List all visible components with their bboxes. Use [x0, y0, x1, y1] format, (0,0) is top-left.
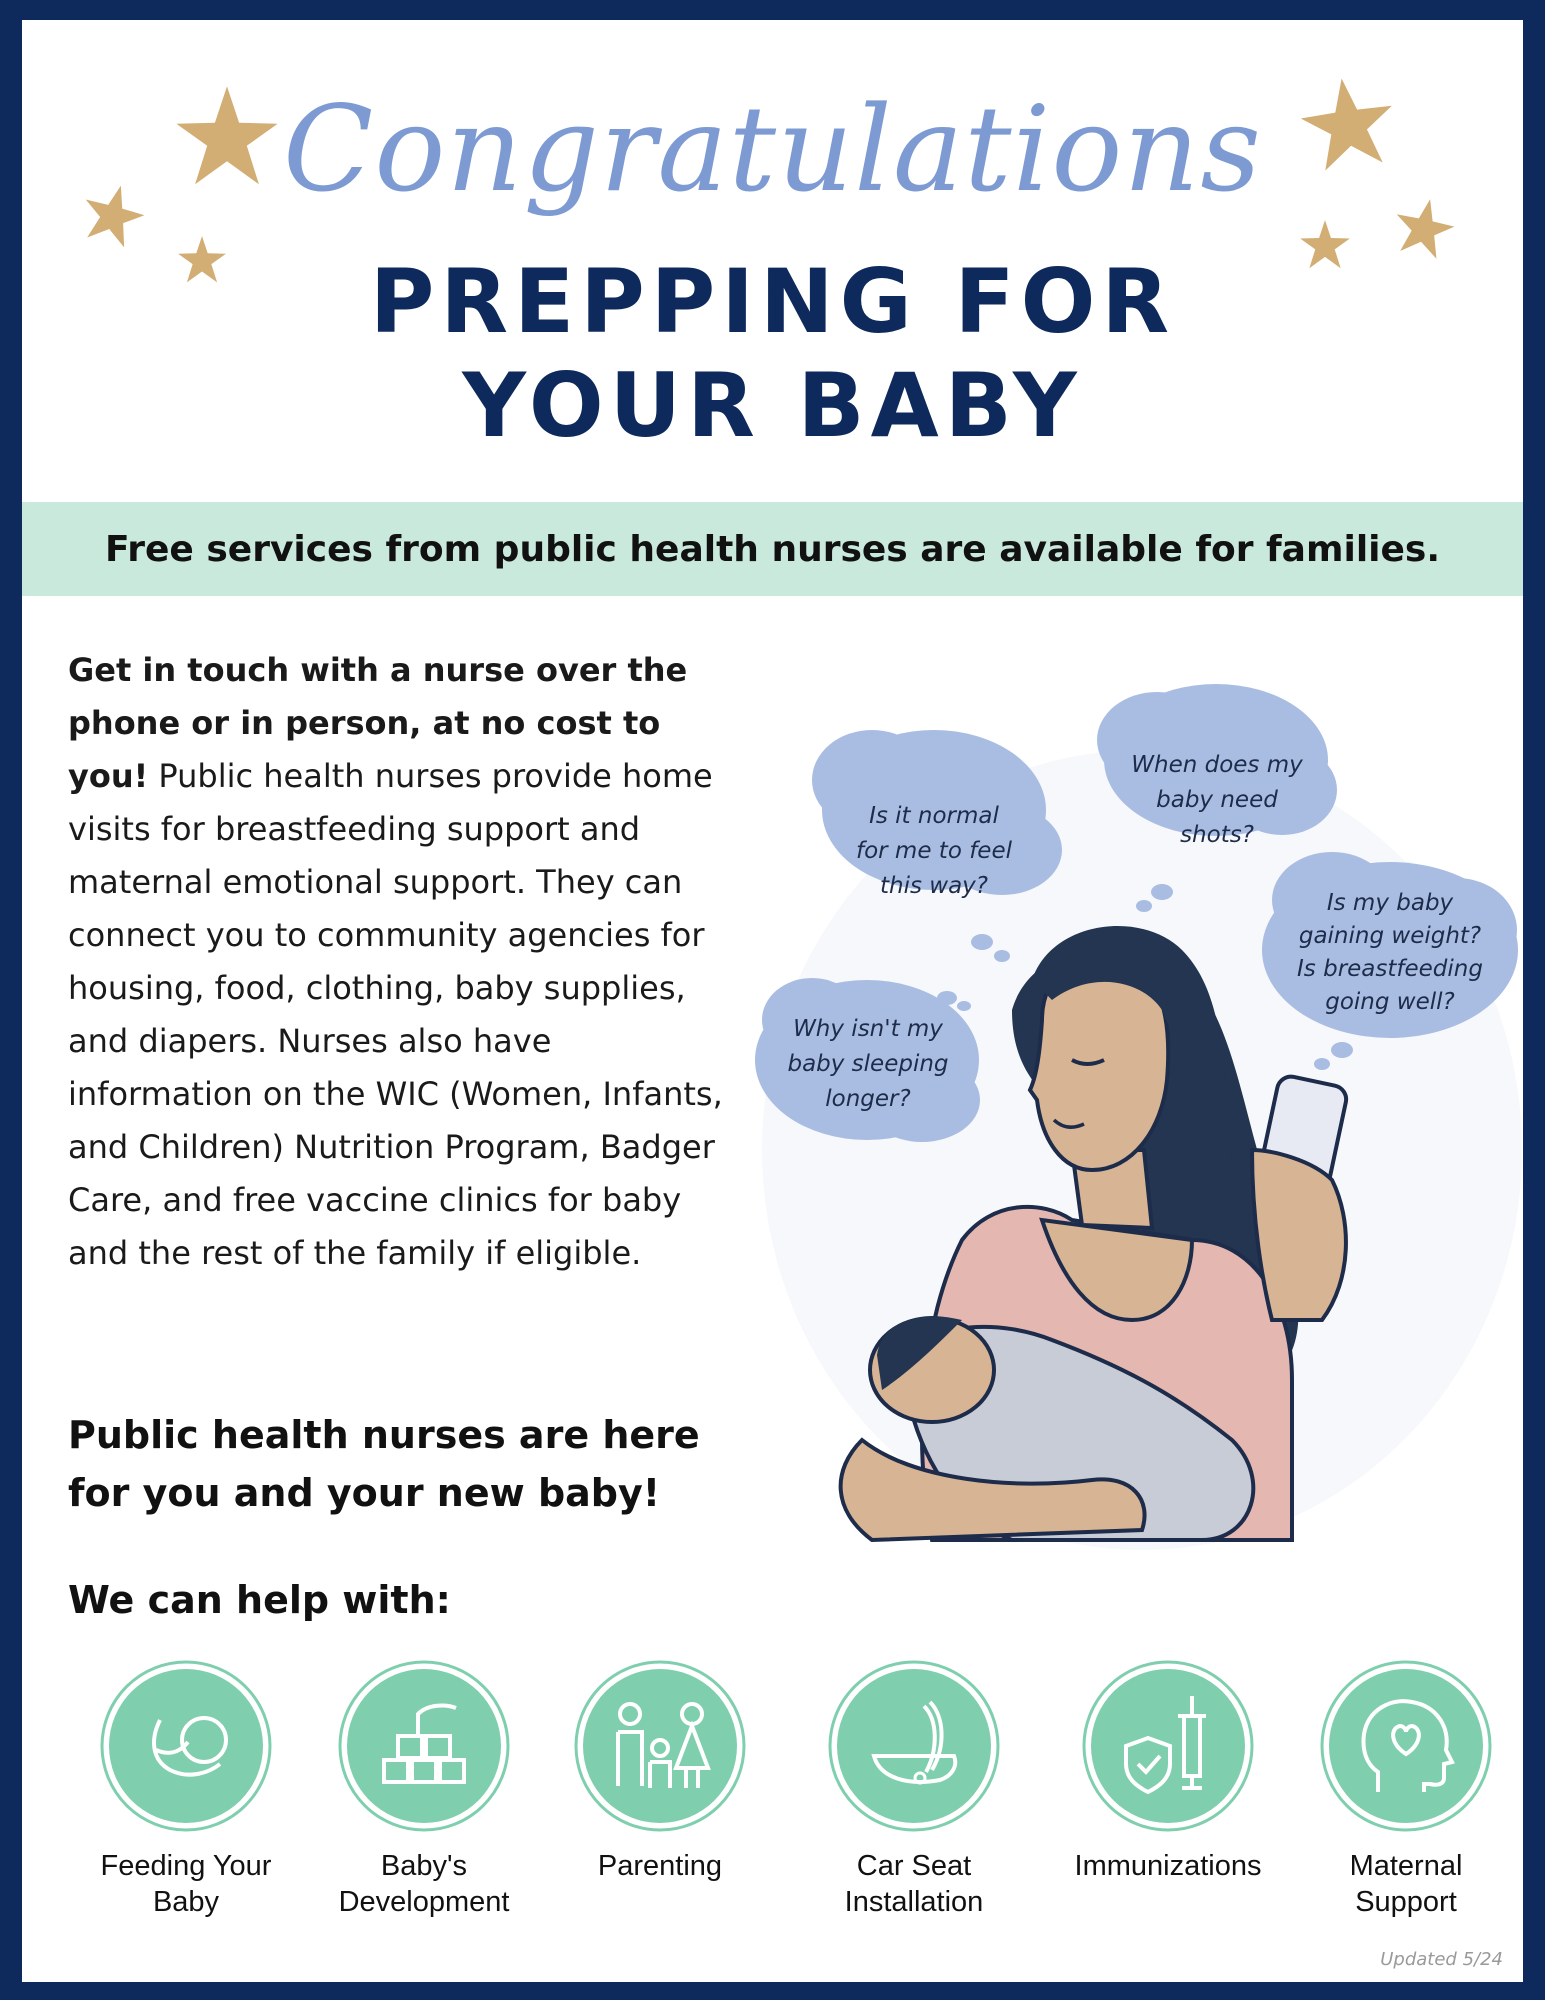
title-line-2: YOUR BABY: [462, 354, 1083, 457]
service-label-line-2: Installation: [844, 1886, 984, 1918]
thought-4-line-1: Why isn't my: [793, 1016, 943, 1042]
service-label-line-1: Parenting: [597, 1850, 723, 1882]
help-heading: We can help with:: [68, 1578, 451, 1622]
flyer-page: [22, 20, 1523, 1982]
intro-text: Public health nurses provide home visits for breastfeeding support and maternal emotional support. They can connect you to community agencies for housing, food, clothing, baby supplies, and diapers. Nurses also have information on the WIC (Women, Infants, and Children) Nutrition Program, Badger Care, and free vaccine clinics for baby and the rest of the family if eligible.: [68, 757, 723, 1272]
service-immunizations: [1058, 1660, 1278, 1884]
thought-2-line-3: shots?: [1180, 822, 1254, 848]
service-label: [550, 1848, 770, 1884]
thought-4-line-3: longer?: [825, 1086, 911, 1112]
thought-2-line-1: When does my: [1131, 752, 1303, 778]
services-banner: [22, 502, 1523, 596]
service-label-line-1: Baby's: [380, 1850, 468, 1882]
thought-3-line-3: Is breastfeeding: [1297, 956, 1483, 982]
service-label-line-1: Maternal: [1349, 1850, 1463, 1882]
intro-bold: Get in touch with a nurse over the phone or in person, at no cost to you!: [68, 651, 688, 795]
service-label: [1058, 1848, 1278, 1884]
congratulations-title: Congratulations: [283, 80, 1262, 218]
service-label-line-2: Baby: [152, 1886, 220, 1918]
service-feeding: [76, 1660, 296, 1920]
service-label: [314, 1848, 534, 1920]
car-seat-icon: [828, 1660, 1000, 1832]
banner-text: Free services from public health nurses are available for families.: [104, 528, 1441, 570]
intro-paragraph: [68, 644, 728, 1280]
service-label-line-1: Car Seat: [856, 1850, 972, 1882]
thought-3-line-2: gaining weight?: [1298, 923, 1482, 949]
service-label-line-1: Feeding Your: [100, 1850, 272, 1882]
blocks-icon: [338, 1660, 510, 1832]
service-car-seat: [804, 1660, 1024, 1920]
thought-4-line-2: baby sleeping: [787, 1051, 949, 1077]
thought-3-line-4: going well?: [1325, 989, 1455, 1015]
tagline: Public health nurses are here for you and your new baby!: [68, 1413, 700, 1515]
service-maternal: [1296, 1660, 1516, 1920]
service-label: [1296, 1848, 1516, 1920]
updated-date: Updated 5/24: [1380, 1949, 1503, 1970]
thought-1-line-3: this way?: [879, 873, 989, 899]
service-label-line-2: Support: [1355, 1886, 1457, 1918]
service-label: [804, 1848, 1024, 1920]
service-label-line-1: Immunizations: [1074, 1850, 1262, 1882]
service-development: [314, 1660, 534, 1920]
mother-baby-illustration: [712, 680, 1522, 1560]
syringe-icon: [1082, 1660, 1254, 1832]
thought-2-line-2: baby need: [1156, 787, 1278, 813]
thought-1-line-2: for me to feel: [856, 838, 1012, 864]
page-title: [22, 250, 1523, 458]
service-parenting: [550, 1660, 770, 1884]
thought-1-line-1: Is it normal: [869, 803, 999, 829]
heart-head-icon: [1320, 1660, 1492, 1832]
feeding-icon: [100, 1660, 272, 1832]
title-line-1: PREPPING FOR: [369, 250, 1176, 353]
thought-3-line-1: Is my baby: [1326, 890, 1454, 916]
service-label-line-2: Development: [338, 1886, 510, 1918]
family-icon: [574, 1660, 746, 1832]
service-label: [76, 1848, 296, 1920]
